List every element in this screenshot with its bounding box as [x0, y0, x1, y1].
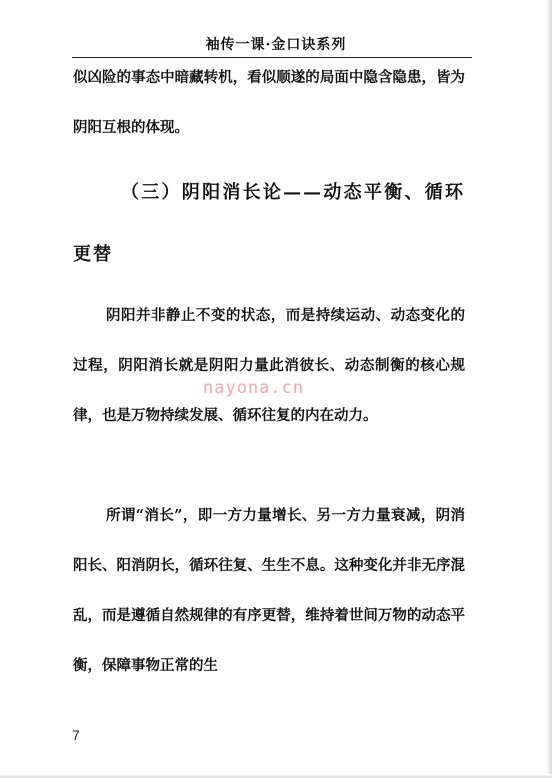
page-edge-shadow	[546, 0, 552, 778]
page-number: 7	[72, 727, 80, 743]
paragraph-xiao-zhang: 所谓“消长”，即一方力量增长、另一方力量衰减，阴消阳长、阳消阴长，循环往复、生生不息。这种变化并非无序混乱，而是遵循自然规律的有序更替，维持着世间万物的动态平衡，保障事物正常的生	[73, 507, 465, 674]
continued-paragraph: 似凶险的事态中暗藏转机，看似顺遂的局面中隐含隐患，皆为阴阳互根的体现。	[73, 69, 465, 136]
page-bottom-shadow	[0, 774, 552, 778]
running-header: 袖传一课·金口诀系列	[205, 37, 347, 53]
section-heading: （三）阴阳消长论——动态平衡、循环更替	[73, 182, 465, 265]
paragraph-yin-yang-change: 阴阳并非静止不变的状态，而是持续运动、动态变化的过程，阴阳消长就是阴阳力量此消彼长、动态制衡的核心规律，也是万物持续发展、循环往复的内在动力。	[73, 307, 465, 424]
watermark-text: nayona.cn	[203, 378, 305, 398]
